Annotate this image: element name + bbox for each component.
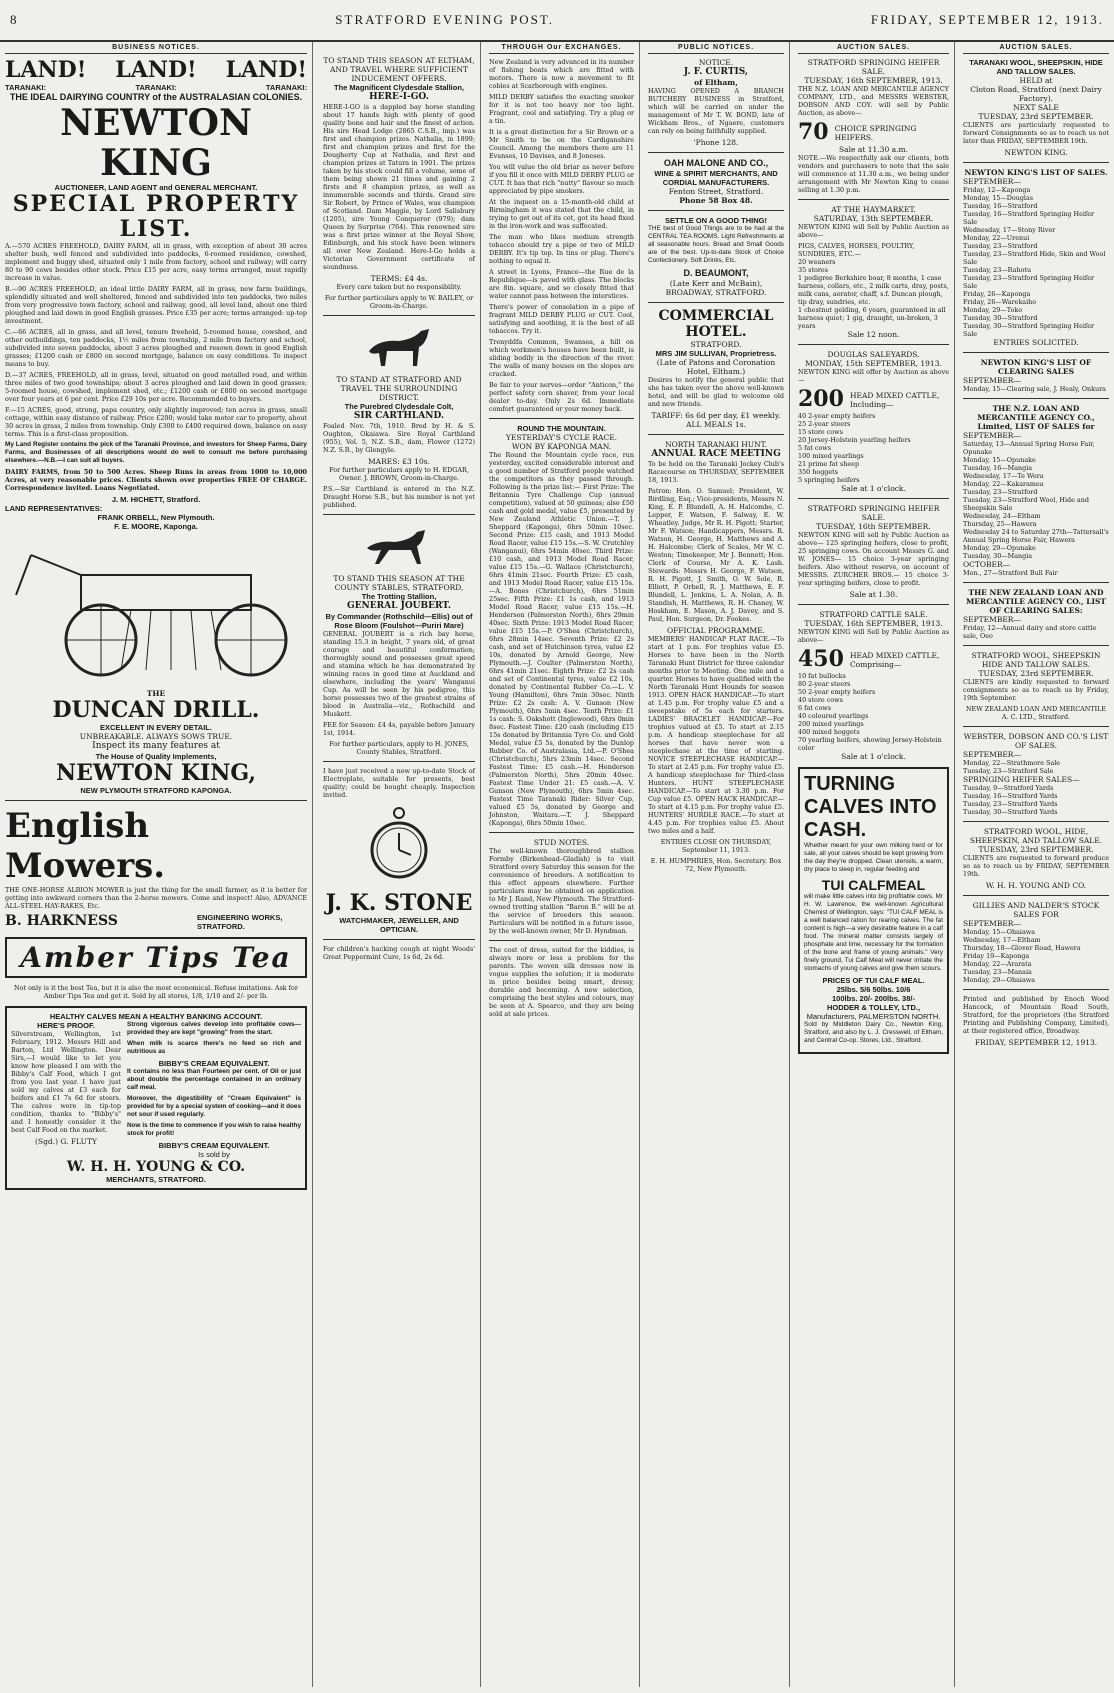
proof-heading: HERE'S PROOF. <box>37 1021 95 1030</box>
ad2-horse-name: SIR CARTHLAND. <box>353 411 445 421</box>
land-banner: LAND! LAND! LAND! <box>5 57 307 83</box>
taranaki-banner: TARANAKI: TARANAKI: TARANAKI: <box>5 83 307 92</box>
list-item: 350 hoggets <box>798 468 839 476</box>
paper-title: STRATFORD EVENING POST. <box>335 12 555 27</box>
list-item: Tuesday, 9—Stratford Yards <box>963 784 1054 792</box>
calves-heading: HEALTHY CALVES MEAN A HEALTHY BANKING ACCOUNT. <box>49 1012 263 1021</box>
list-item: PIGS, CALVES, HORSES, POULTRY, SUNDRIES, ETC.— <box>798 242 915 258</box>
list-item: 70 yearling heifers, showing Jersey-Holstein color <box>798 736 942 752</box>
haymarket-list <box>798 242 949 330</box>
stud-notes-heading: STUD NOTES. <box>533 838 590 847</box>
list-item: 100 mixed yearlings <box>798 452 864 460</box>
column-auction-sales-2: AUCTION SALES. TARANAKI WOOL, SHEEPSKIN, HIDE AND TALLOW SALES. HELD at Cloton Road, Stratford (next Dairy Factory). NEXT SALE TUESDAY, 23rd SEPTEMBER. CLIENTS are particularly requested to forward Consignments so as to reach us not later than FRIDAY, SEPTEMBER 19th. NEWTON KING. NEWTON KING'S LIST OF SALES. SEPTEMBER— Friday, 12—Kaponga Monday, 15—Douglas Tuesday, 16—Stratford Tuesday, 16—Stratford Springing Heifer Sale Wednesday, 17—Stony River Monday, 22—Urenui Tuesday, 23—Stratford Tuesday, 23—Stratford Hide, Skin and Wool Sale Tuesday, 23—Rahotu Tuesday, 23—Stratford Springing Heifer Sale Friday, 26—Kaponga Friday, 26—Warekaiho Monday, 29—Toko Tuesday, 30—Stratford Tuesday, 30—Stratford Springing Heifer Sale ENTRIES SOLICITED. NEWTON KING'S LIST OF CLEARING SALES SEPTEMBER— Monday, 15—Clearing sale, J. Healy, Onkura THE N.Z. LOAN AND MERCANTILE AGENCY CO., Limited, LIST OF SALES for SEPTEMBER— Saturday, 13—Annual Spring Horse Fair, Opunake Monday, 15—Opunake Tuesday, 16—Mangia Wednesday, 17—Te Wera Monday, 22—Kakaramea Tuesday, 23—Stratford Tuesday, 23—Stratford Wool, Hide and Sheepskin Sale Wednesday, 24—Eltham Thursday, 25—Hawera Wednesday 24 to Saturday 27th—Tattersall's Annual Spring Horse Fair, Hawera Monday, 29—Opunake Tuesday, 30—Mangia OCTOBER— Mon., 27—Stratford Bull Fair THE NEW ZEALAND LOAN AND MERCANTILE AGENCY CO., LIST OF CLEARING SALES: SEPTEMBER— Friday, 12—Annual dairy and store cattle sale, Oeo STRATFORD WOOL, SHEEPSKIN HIDE AND TALLOW SALES. TUESDAY, 23rd SEPTEMBER. CLIENTS are kindly requested to forward consignments so as to reach us by Friday, 19th September. NEW ZEALAND LOAN AND MERCANTILE A. C. LTD., Stratford. WEBSTER, DOBSON AND CO.'S LIST OF SALES. SEPTEMBER— Monday, 22—Strathmore Sale Tuesday, 23—Stratford Sale SPRINGING HEIFER SALES— Tuesday, 9—Stratford Yards Tuesday, 16—Stratford Yards Tuesday, 23—Stratford Yards Tuesday, 30—Stratford Yards STRATFORD WOOL, HIDE, SHEEPSKIN, AND TALLOW SALE. TUESDAY, 23rd SEPTEMBER. CLIENTS are requested to forward produce so as to reach us by FRIDAY, SEPTEMBER 19th. W. H. H. YOUNG AND CO. GILLIES AND NALDER'S STOCK SALES FOR SEPTEMBER— Monday, 15—Ohaiawa Wednesday, 17—Eltham Thursday, 18—Glover Road, Hawera Friday 19—Kaponga Monday, 22—Ararata Tuesday, 23—Manaia Monday, 29—Ohaiawa Printed and published by Enoch Wood Hancock, of Mountain Road South, Stratford, for the proprietors (the Stratford Printing and Publishing Company, Limited), at their registered office, Broadway. FRIDAY, SEPTEMBER 12, 1913. <box>963 44 1109 1047</box>
list-item: Monday, 22—Kakaramea <box>963 480 1044 488</box>
issue-date: FRIDAY, SEPTEMBER 12, 1913. <box>870 12 1104 27</box>
tui-calfmeal-advert: TURNING CALVES INTO CASH. Whether meant for your own milking herd or for sale, all your calves should be kept growing from the day they're dropped. Clean utensils, a warm, dry place to sleep in, regular feeding and TUI CALFMEAL will make little calves into big profitable cows. Mr H. W. Lawrence, the well-known Agricultural Chemist of Wellington, says: "TUI CALF MEAL is a well balanced ration for rearing calves. The fat content is high—a very desirable feature in a calf food. The mineral matter consists largely of phosphate and lime, necessary for the formation of the bone and frame of young animals." Very finely ground, Tui Calf Meal will never irritate the stomachs of young calves and give them scours. PRICES OF TUI CALF MEAL. 25lbs. 5/6 50lbs. 10/6 100lbs. 20/- 200lbs. 38/- HODDER & TOLLEY, LTD., Manufacturers, PALMERSTON NORTH. Sold by Middleton Dairy Co., Newton King, Stratford, and also by L. J. Cresswell, of Eltham, and Central Co-op. Stores, Ltd., Stratford. <box>798 767 949 1054</box>
ad1-heading: TO STAND THIS SEASON AT ELTHAM, AND TRAVEL WHERE SUFFICIENT INDUCEMENT OFFERS. <box>323 56 475 83</box>
imprint: Printed and published by Enoch Wood Hancock, of Mountain Road South, Stratford, for the proprietors (the Stratford Printing and Publishing Company, Limited), at their registered office, Broadway. <box>963 995 1109 1035</box>
list-item: Tuesday, 23—Manaia <box>963 968 1032 976</box>
douglas-list <box>798 412 949 484</box>
trotting-horse-icon <box>359 520 439 570</box>
property-b: B.—90 ACRES FREEHOLD, an ideal little DAIRY FARM, all in grass, new farm buildings, splendidly situated and well sheltered, fenced and subdivided into ten paddocks, two miles from very progressive town factory, school and railway, good, all level land, about one third ploughed and laid down in good English grasses. Price £35 per acre; terms arranged: up-top investment. <box>5 285 307 325</box>
ad2-heading: TO STAND AT STRATFORD AND TRAVEL THE SURROUNDING DISTRICT. <box>336 375 462 402</box>
turning-calves-heading: TURNING CALVES INTO CASH. <box>804 773 937 841</box>
section-heading: THROUGH Our EXCHANGES. <box>489 42 634 54</box>
drill-line-4: The House of Quality Implements, <box>95 752 217 761</box>
list-item: Saturday, 13—Annual Spring Horse Fair, Opunake <box>963 440 1095 456</box>
ad-subtitle: THE IDEAL DAIRYING COUNTRY of the AUSTRALASIAN COLONIES. <box>9 92 303 102</box>
list-item: Tuesday, 23—Stratford Yards <box>963 800 1058 808</box>
column-public-notices: PUBLIC NOTICES. NOTICE. J. F. CURTIS, of Eltham, HAVING OPENED A BRANCH BUTCHERY BUSINESS in Stratford, which will be carried on under the management of Mr T. W. BOND, late of Wickham Bros., of Ngaere, customers can rely on being faithfully supplied. 'Phone 128. OAH MALONE AND CO., WINE & SPIRIT MERCHANTS, AND CORDIAL MANUFACTURERS. Fenton Street, Stratford. Phone 58 Box 48. SETTLE ON A GOOD THING! THE best of Good Things are to be had at the CENTRAL TEA ROOMS. Light Refreshments at all seasonable hours. Bread and Small Goods are of the best. Up-to-date Stock of Choice Confectionery. Soft Drinks, Etc. D. BEAUMONT, (Late Kerr and McBain), BROADWAY, STRATFORD. COMMERCIAL HOTEL. STRATFORD. MRS JIM SULLIVAN, Proprietress. (Late of Patons and Coronation Hotel, Eltham.) Desires to notify the general public that she has taken over the above well-known hotel, and will be glad to welcome old and new friends. TARIFF: 6s 6d per day, £1 weekly. ALL MEALS 1s. NORTH TARANAKI HUNT. ANNUAL RACE MEETING To be held on the Taranaki Jockey Club's Racecourse on THURSDAY, SEPTEMBER 18, 1913. Patron: Hon. O. Samuel; President, W. Birdling, Esq.; Vice-presidents, Messrs N. King, E. P. Blundell, A. H. Halcombe, C. Lepper, F. Watson, F. Salway, E. W. Wheatley. Judge, Mr R. H. Pigott; Starter, Mr F. Watson; Handicappers, Messrs. R. Watson, H. George, H. Matthews and A. H. Halcombe; Clerk of Scales, Mr W. C. Weston; Timekeeper, Mr J. Bennett; Hon. Clerk of Course, Mr A. K. Lash. Stewards: Messrs H. George, F. Watson, R. H. Pigott, J. Smith, O. W. Sole, R. Elliott, P. Orbell, R. J. Matthews, E. F. Blundell, L. Jenkins, L. A. Nolan, A. B. Standish, H. Matthews, R. H. Chaney, W. Hoskham, E. Mason, A. J. Davey, and S. Paul, Hon. Surgeon, Dr. Fookes. OFFICIAL PROGRAMME. MEMBERS' HANDICAP FLAT RACE.—To start at 1 p.m. For trophies value £5. Horses to have been in the North Taranaki Hunt District for three calendar months prior to Meeting. One mile and a quarter. Horses to have qualified with the North Taranaki Hunt Hounds for season 1913. OPEN HACK HANDICAP.—To start at 1.45 p.m. For trophy value £5 and a sweepstake of 5s each for starters. LADIES' BRACELET HANDICAP.—For trophies valued at £5. To start at 2.15 p.m. A handicap steeplechase for all horses that have never won a steeplechase at the time of starting. NOVICE STEEPLECHASE HANDICAP.—To start at 2.45 p.m. For trophy value £5. A handicap steeplechase for Third-class Hunters. HUNT STEEPLECHASE HANDICAP.—To start at 3.30 p.m. For Cup value £5. OPEN HACK HANDICAP.—To start at 4.15 p.m. For trophy value £5. HUNTERS' HURDLE RACE.—To start at 4.45 p.m. For trophies value £5. About two miles and a half. ENTRIES CLOSE ON THURSDAY, September 11, 1913. E. H. HUMPHRIES, Hon. Secretary. Box 72, New Plymouth. <box>643 42 790 1687</box>
list-item: 40 coloured yearlings <box>798 712 869 720</box>
list-item: Friday 19—Kaponga <box>963 952 1030 960</box>
list-item: Thursday, 25—Hawera <box>963 520 1037 528</box>
list-item: 20 Jersey-Holstein yearling heifers <box>798 436 911 444</box>
list-item: Monday, 15—Douglas <box>963 194 1034 202</box>
stone-text: I have just received a new up-to-date Stock of Electroplate, suitable for presents, best quality; could be bought cheaply. Inspection invited. <box>323 767 475 799</box>
column-exchanges: THROUGH Our EXCHANGES. New Zealand is very advanced in its number of fishing boats which are fitted with motors. There is now a movement to fit cobles at Scarborough with engines. MILD DERBY satisfies the exacting smoker for it is not too heavy nor too light. Fragrant, cool and satisfying. Try a plug or a tin. It is a great distinction for a Sir Brown or a Mr Smith to be on the Cardiganshire Council. Among the members there are 11 Evanses, 10 Davises, and 8 Joneses. You will value the old briar as never before if you fill it once with MILD DERBY PLUG or CUT. It has that rich "nutty" flavour so much appreciated by pipe smokers. At the inquest on a 15-month-old child at Birmingham it was stated that the child, in trying to get out of its cot, got its head fixed in the iron-work and was suffocated. The man who likes medium strength tobacco should try a pipe or two of MILD DERBY. It's tip top. In tins or plug. There's nothing to equal it. A street in Lyons, France—the Rue de la Republique—is paved with glass. The blocks are 8in. square, and so closely fitted that water cannot pass between the interstices. There's power of consolation in a pipe of fragrant MILD DERBY PLUG or CUT. Cool, satisfying and soothing, it is the best of all tobaccos. Try it. Trenyddfa Common, Swansea, a hill on which workmen's houses have been built, is sliding bodily in the direction of the river. The walls of many houses on the slopes are cracked. Be fair to your nerves—order "Anticon," the perfect safety corn shaver, from your local dealer to-day. Only 2s 6d. Immediate comfort guaranteed or your money back. ROUND THE MOUNTAIN. YESTERDAY'S CYCLE RACE. WON BY KAPONGA MAN. The Round the Mountain cycle race, run yesterday, excited considerable interest and a good number of Stratford people watched the competitors as they passed through. Following is the prize list:— First Prize: The Britannia Tyre Challenge Cup (annual competition), valued at 50 guineas; also £50 cash and gold medal, value £5, presented by New Zealand Athletic Union.—T. J. Sheppard (Kaponga), 6hrs 50min 10sec. Second Prize: £15 cash, and 1913 Model Road Racer, value £15 15s.—S. W. Crutchley (Wanganui), 6hrs 54min 40sec. Third Prize: £10 cash, and 1913 Model Road Racer, value £15 15s.—G. Wallace (Christchurch), 6hrs 41min 21sec. Fourth Prize: £5 cash, and 1913 Model Road Racer, value £15 15s.—A. Bones (Christchurch), 6hrs 51min 25sec. Fifth Prize: £1 1s cash, and 1913 Model Road Racer, value £15 15s.—H. Henderson (Palmerston North), 6hrs 29min 40sec. Sixth Prize: 1913 Model Road Racer, value £15 15s.—P. O'Shea (Christchurch), 6hrs 28min 14sec. Seventh Prize: £2 2s cash, and set of Hutchinson tyres, value £2 10s, donated by Arnold George, New Plymouth.—J. Coulter (Palmerston North), 6hrs 41min 21sec. Eighth Prize: £2 2s cash and set of Continental tyres, value £2 10s, donated by Continental Rubber Co.—L. V. Young (Hamilton), 6hrs 7min 30sec. Ninth Prize: £2 2s cash: A. V. Gunson (New Plymouth), 6hrs 5min 4sec. Tenth Prize: £1 1s cash: S. Oakshott (Inglewood), 6hrs 0min 8sec. Fastest Time: £20 cash (including £15 15s donated by Britannia Tyre Co. and Gold Medal, value £5 5s, donated by the Dunlop Rubber Co. of Australasia, Ltd.—P. O'Shea (Christchurch), 5hrs 23min 14sec. Second Fastest Time: £5 cash.—H. Henderson (Palmerston North), 5hrs 20min 40sec. Fastest Time Under 21: £5 cash.—A. V. Gunson (New Plymouth), 6hrs 5min 4sec. Fastest Time Taranaki Rider: Silver Cup, valued £5 5s, donated by George and Johnston, Waitara.—T. J. Sheppard (Kaponga), 6hrs 50min 10sec. STUD NOTES. The well-known thoroughbred stallion Formby (Birkenhead–Gladish) is to visit Stratford every Saturday this season for the convenience of breeders. A notification to this effect appears elsewhere. Further particulars may be obtained on application to Mr J. Rand, New Plymouth. The Stratford-owned trotting stallion "Baron B." will be at the service of breeders this season. Particulars will be notified in a future issue, by the well-known owner, Mr D. Hyndman. The cost of dress, suited for the kiddies, is always more or less a problem for the parents. The woven silk dresses now in vogue supplies the solution; it is moderate in price besides being smart, dressy, durable and becoming. A new selection, comprising the best styles and colours, may be seen at A. Spearco, and they are being sold at sale prices. <box>484 42 640 1687</box>
list-item: Friday, 12—Annual dairy and store cattle sale, Oeo <box>963 624 1097 640</box>
list-item: Monday, 29—Opunake <box>963 544 1036 552</box>
proof-text: Silverstream, Wellington, 1st February, 1912. Messrs Hill and Barton, Ltd Wellington. Dear Sirs,—I would like to let you know how pleased I am with the Bibby's Calf Food, which I got from you last year. I have just sold my calves at £3 each for heifers and £1 7s 6d for steers. The calves were in tip-top condition, thanks to "Bibby's" and I honestly consider it the best Calf Food on the market. <box>11 1030 121 1134</box>
firm-name: NEWTON KING <box>60 102 252 184</box>
list-item: Wednesday, 17—Te Wera <box>963 472 1044 480</box>
list-item: Friday, 26—Kaponga <box>963 290 1031 298</box>
list-item: Thursday, 18—Glover Road, Hawera <box>963 944 1081 952</box>
list-item: 6 fat cows <box>798 704 832 712</box>
drill-towns: NEW PLYMOUTH STRATFORD KAPONGA. <box>80 786 232 795</box>
round-mountain-body: The Round the Mountain cycle race, run yesterday, excited considerable interest and a good number of Stratford people watched the competitors as they passed through. Following is the prize list:— First Prize: The Britannia Tyre Challenge Cup (annual competition), valued at 50 guineas; also £50 cash and gold medal, value £5, presented by New Zealand Athletic Union.—T. J. Sheppard (Kaponga), 6hrs 50min 10sec. Second Prize: £15 cash, and 1913 Model Road Racer, value £15 15s.—S. W. Crutchley (Wanganui), 6hrs 54min 40sec. Third Prize: £10 cash, and 1913 Model Road Racer, value £15 15s.—G. Wallace (Christchurch), 6hrs 41min 21sec. Fourth Prize: £5 cash, and 1913 Model Road Racer, value £15 15s.—A. Bones (Christchurch), 6hrs 51min 25sec. Fifth Prize: £1 1s cash, and 1913 Model Road Racer, value £15 15s.—H. Henderson (Palmerston North), 6hrs 29min 40sec. Sixth Prize: 1913 Model Road Racer, value £15 15s.—P. O'Shea (Christchurch), 6hrs 28min 14sec. Seventh Prize: £2 2s cash, and set of Hutchinson tyres, value £2 10s, donated by Arnold George, New Plymouth.—J. Coulter (Palmerston North), 6hrs 41min 21sec. Eighth Prize: £2 2s cash and set of Continental tyres, value £2 10s, donated by Continental Rubber Co.—L. V. Young (Hamilton), 6hrs 7min 30sec. Ninth Prize: £2 2s cash: A. V. Gunson (New Plymouth), 6hrs 5min 4sec. Tenth Prize: £1 1s cash: S. Oakshott (Inglewood), 6hrs 0min 8sec. Fastest Time: £20 cash (including £15 15s donated by Britannia Tyre Co. and Gold Medal, value £5 5s, donated by the Dunlop Rubber Co. of Australasia, Ltd.—P. O'Shea (Christchurch), 5hrs 23min 14sec. Second Fastest Time: £5 cash.—H. Henderson (Palmerston North), 5hrs 20min 40sec. Fastest Time Under 21: £5 cash.—A. V. Gunson (New Plymouth), 6hrs 5min 4sec. Fastest Time Taranaki Rider: Silver Cup, valued £5 5s, donated by George and Johnston, Waitara.—T. J. Sheppard (Kaponga), 6hrs 50min 10sec. <box>489 451 634 827</box>
column-business-notices <box>0 42 313 1687</box>
beaumont-name: D. BEAUMONT, <box>683 268 749 278</box>
mowers-text: THE ONE-HORSE ALBION MOWER is just the thing for the small farmer, as it is better for getting into awkward corners than the 2-horse mowers. Come and inspect! Also, ADVANCE ALL-STEEL HAY-RAKES, Etc. <box>5 886 307 910</box>
rep-kaponga: F. E. MOORE, Kaponga. <box>114 522 198 531</box>
property-f: F.—15 ACRES, good, strong, papa country, only slightly improved; ten acres in grass, small cottage, within easy distance of railway. Price £200; would take motor car to property, about 30 acres in grass, 2 miles from township. Only £300 to £400 required down, balance on easy terms. This is a first-class proposition. <box>5 406 307 438</box>
nzl-sales-list <box>963 440 1109 560</box>
section-heading: AUCTION SALES. <box>798 42 949 54</box>
bibbys-advert: HEALTHY CALVES MEAN A HEALTHY BANKING ACCOUNT. HERE'S PROOF. Silverstream, Wellington, 1st February, 1912. Messrs Hill and Barton, Ltd Wellington. Dear Sirs,—I would like to let you know how pleased I am with the Bibby's Calf Food, which I got from you last year. I have just sold my calves at £3 each for heifers and £1 7s 6d for steers. The calves were in tip-top condition, thanks to "Bibby's" and I honestly consider it the best Calf Food on the market. (Sgd.) G. FLUTY Strong vigorous calves develop into profitable cows—provided they are kept "growing" from the start. When milk is scarce there's no feed so rich and nutritious as BIBBY'S CREAM EQUIVALENT. It contains no less than Fourteen per cent. of Oil or just about double the percentage contained in an ordinary calf meal. Moreover, the digestibility of "Cream Equivalent" is provided for by a special system of cooking—and it does not sour if used regularly. Now is the time to commence if you wish to raise healthy stock for profit! BIBBY'S CREAM EQUIVALENT. Is sold by W. H. H. YOUNG & CO. MERCHANTS, STRATFORD. <box>5 1006 307 1190</box>
special-list-title: SPECIAL PROPERTY LIST. <box>12 191 300 242</box>
section-heading: BUSINESS NOTICES. <box>5 42 307 54</box>
list-item: 25 2-year steers <box>798 420 851 428</box>
drill-line-2: UNBREAKABLE. ALWAYS SOWS TRUE. <box>79 732 233 741</box>
list-item: Tuesday, 30—Stratford <box>963 314 1038 322</box>
young-sub: MERCHANTS, STRATFORD. <box>106 1175 206 1184</box>
list-item: Wednesday, 24—Eltham <box>963 512 1041 520</box>
list-item: Friday, 12—Kaponga <box>963 186 1031 194</box>
pocket-watch-icon <box>369 805 429 885</box>
list-item: Monday, 29—Ohaiawa <box>963 976 1036 984</box>
amber-tips-tea-logo: Amber Tips Tea <box>5 937 307 978</box>
column-auction-sales: AUCTION SALES. STRATFORD SPRINGING HEIFER SALE. TUESDAY, 16th SEPTEMBER, 1913. THE N.Z. LOAN AND MERCANTILE AGENCY COMPANY, LTD., and MESSRS WEBSTER, DOBSON AND COY. will sell by Public Auction, as above— 70 CHOICE SPRINGING HEIFERS. Sale at 11.30 a.m. NOTE.—We respectfully ask our clients, both vendors and purchasers to note that the sale will commence at 11.30 a.m., we being under arrangement with Mr Newton King to cease selling at 1.30 p.m. AT THE HAYMARKET. SATURDAY, 13th SEPTEMBER. NEWTON KING will Sell by Public Auction as above— PIGS, CALVES, HORSES, POULTRY, SUNDRIES, ETC.— 20 weaners 35 stores 1 pedigree Berkshire boar, 8 months, 1 case harness, collars, etc., 2 milk carts, dray, posts, milk cans, aerator, chaff, s.f. Duncan plough, tip dray, sundries, etc. 1 chestnut gelding, 6 years, guaranteed in all harness quiet; 1 gig, draught, un-broken, 3 years Sale 12 noon. DOUGLAS SALEYARDS. MONDAY, 15th SEPTEMBER, 1913. NEWTON KING will offer by Auction as above— 200 HEAD MIXED CATTLE, Including— 40 2-year empty heifers 25 2-year steers 15 store cows 20 Jersey-Holstein yearling heifers 5 fat cows 100 mixed yearlings 21 prime fat sheep 350 hoggets 5 springing heifers Sale at 1 o'clock. STRATFORD SPRINGING HEIFER SALE. TUESDAY, 16th SEPTEMBER. NEWTON KING will sell by Public Auction as above— 125 springing heifers, close to profit, 25 springing cows. On account Messrs G. and W. JONES— 15 choice 3-year springing heifers. Also without reserve, on account of MESSRS. ZURCHER BROS.— 15 choice 3-year springing heifers, close to profit. Sale at 1.30. STRATFORD CATTLE SALE. TUESDAY, 16th SEPTEMBER, 1913. NEWTON KING will Sell by Public Auction as above— 450 HEAD MIXED CATTLE, Comprising— 10 fat bullocks 80 2-year steers 50 2-year empty heifers 40 store cows 6 fat cows 40 coloured yearlings 200 mixed yearlings 400 mixed hoggets 70 yearling heifers, showing Jersey-Holstein color Sale at 1 o'clock. TURNING CALVES INTO CASH. Whether meant for your own milking herd or for sale, all your calves should be kept growing from the day they're dropped. Clean utensils, a warm, dry place to sleep in, regular feeding and TUI CALFMEAL will make little calves into big profitable cows. Mr H. W. Lawrence, the well-known Agricultural Chemist of Wellington, says: "TUI CALF MEAL is a well balanced ration for rearing calves. The fat content is high—a very desirable feature in a calf food. The mineral matter consists largely of phosphate and lime, necessary for the formation of the bone and frame of young animals." Very finely ground, Tui Calf Meal will never irritate the stomachs of young calves and give them scours. PRICES OF TUI CALF MEAL. 25lbs. 5/6 50lbs. 10/6 100lbs. 20/- 200lbs. 38/- HODDER & TOLLEY, LTD., Manufacturers, PALMERSTON NORTH. Sold by Middleton Dairy Co., Newton King, Stratford, and also by L. J. Cresswell, of Eltham, and Central Co-op. Stores, Ltd., Stratford. <box>793 42 955 1687</box>
list-item: Wednesday, 17—Eltham <box>963 936 1041 944</box>
harkness-sub: ENGINEERING WORKS, STRATFORD. <box>197 913 283 931</box>
drill-line-1: EXCELLENT IN EVERY DETAIL. <box>100 723 212 732</box>
list-item: Monday, 15—Clearing sale, J. Healy, Onkura <box>963 385 1106 393</box>
agent-name: J. M. HICHETT, Stratford. <box>111 495 201 504</box>
column-stallions: TO STAND THIS SEASON AT ELTHAM, AND TRAVEL WHERE SUFFICIENT INDUCEMENT OFFERS. The Magnificent Clydesdale Stallion, HERE-I-GO. HERE-I-GO is a dappled bay horse standing about 17 hands high with plenty of good quality bone and hair and the finest of action. His sire Head Lodge (2865 C.S.B., imp.) was first and champion prizes. Nathalia, in 1899; first and champion prizes and first for the Dougherty Cup at Nathalia, and first and champion prizes at Tatura in 1901. The prizes taken by his stock could fill a volume, some of them being shown 21 times and gaining 2 firsts and 8 champion prizes, as well as innumerable seconds and thirds. Grand sire Sir Robert, by Prince of Wales, was champion of Scotland. Dam Maggie, by Lord Salisbury (1205), sire Young Conqueror (979); dam Queen by Surprise (764). This renowned sire was a first prize winner at the Royal Show, Edinburgh, and his stock have been winners all over New Zealand. Here-I-Go holds a Victorian Government certificate of soundness. TERMS: £4 4s. Every care taken but no responsibility. For further particulars apply to W. BAILEY, or Groom-in-Charge. TO STAND AT STRATFORD AND TRAVEL THE SURROUNDING DISTRICT. The Purebred Clydesdale Colt, SIR CARTHLAND. Foaled Nov. 7th, 1910. Bred by H. & S. Oughton, Okaiawa. Sire Royal Carthland (955), Vol. 5, N.Z. S.B., dam, Flower (1272) N.Z. S.B., by Glengyle. MARES: £3 10s. For further particulars apply to H. EDGAR, Owner. J. BROWN, Groom-in-Charge. P.S.—Sir Carthland is entered in the N.Z. Draught Horse S.B., but his number is not yet published. TO STAND THIS SEASON AT THE COUNTY STABLES, STRATFORD, The Trotting Stallion, GENERAL JOUBERT. By Commander (Rothschild—Ellis) out of Rose Bloom (Foulshot—Puriri Mare) GENERAL JOUBERT is a rich bay horse, standing 15.3 in height, 7 years old, of great courage and beautiful conformation; thoroughly sound and possesses great speed and stamina which he has demonstrated by winning races in good time at Auckland and elsewhere, including the years' Wanganui Cup. As will be seen by his pedigree, this horse possesses two of the greatest strains of blood in Australia—viz., Rothschild and Muskett. FEE for Season: £4 4s, payable before January 1st, 1914. For further particulars, apply to H. JONES, County Stables, Stratford. I have just received a new up-to-date Stock of Electroplate, suitable for presents, best quality; could be bought cheaply. Inspection invited. J. K. STONE WATCHMAKER, JEWELLER, AND OPTICIAN. For children's hacking cough at night Woods' Great Peppermint Cure, 1s 6d, 2s 6d. <box>318 42 481 1687</box>
property-c: C.—66 ACRES, all in grass, and all level, tenure freehold, 5-roomed house, cowshed, and other outbuildings, ten paddocks, 1½ miles from township, 2 mile from factory and school, subdivided into seven paddocks, about 3 acres ploughed and resown down in good English grasses; £1200 cash or £800 on second mortgage, balance on easy conditions. To inspect means to buy. <box>5 328 307 368</box>
young-firm: W. H. H. YOUNG & CO. <box>66 1159 246 1175</box>
list-item: 1 chestnut gelding, 6 years, guaranteed in all harness quiet; 1 gig, draught, un-broken, 3 years <box>798 306 946 330</box>
list-item: Tuesday, 23—Rahotu <box>963 266 1032 274</box>
firm-role: AUCTIONEER, LAND AGENT and GENERAL MERCHANT. <box>54 183 258 192</box>
list-item: 40 2-year empty heifers <box>798 412 876 420</box>
programme-heading: OFFICIAL PROGRAMME. <box>666 626 766 635</box>
settle-heading: SETTLE ON A GOOD THING! <box>665 216 767 225</box>
list-item: Tuesday, 16—Stratford <box>963 202 1038 210</box>
list-item: 21 prime fat sheep <box>798 460 860 468</box>
list-item: Monday, 15—Opunake <box>963 456 1036 464</box>
list-item: Tuesday, 23—Stratford <box>963 242 1038 250</box>
list-item: Tuesday, 23—Stratford <box>963 488 1038 496</box>
drill-title: DUNCAN DRILL. <box>52 697 260 723</box>
list-item: Tuesday, 23—Stratford Springing Heifer Sale <box>963 274 1095 290</box>
list-item: 10 fat bullocks <box>798 672 846 680</box>
list-item: 35 stores <box>798 266 828 274</box>
ad3-horse-name: GENERAL JOUBERT. <box>347 601 451 611</box>
seed-drill-illustration <box>11 535 301 685</box>
tea-sub: Not only is it the best Tea, but it is also the most economical. Refuse imitations. Ask for Amber Tips Tea and get it. Sold by all stores, 1/8, 1/10 and 2/- per lb. <box>14 984 298 1000</box>
list-item: Tuesday, 30—Stratford Yards <box>963 808 1058 816</box>
sold-by: Is sold by <box>198 1150 230 1159</box>
list-item: 400 mixed hoggets <box>798 728 860 736</box>
hotel-name: COMMERCIAL HOTEL. <box>658 308 774 340</box>
list-item: 200 mixed yearlings <box>798 720 864 728</box>
property-d: D.—37 ACRES, FREEHOLD, all in grass, level, situated on good metalled road, and within three miles of two good townships; about 3 acres ploughed and laid down in good grasses; 5-roomed house, cowshed, implement shed, etc.; £1200 cash or £800 on second mortgage over four years at 6 per cent. Price £29 10s per acre. Recommended to buyers. <box>5 371 307 403</box>
property-a: A.—570 ACRES FREEHOLD, DAIRY FARM, all in grass, with exception of about 30 acres shelter bush, well fenced and subdivided into paddocks, 6-roomed residence, cowshed, implement and buggy shed, situated only 1 mile from factory, school and railway; will carry 80 to 90 cows besides other stock. Price £15 per acre, easy terms arranged, must rapidly increase in value. <box>5 242 307 282</box>
list-item: 80 2-year steers <box>798 680 851 688</box>
list-item: Monday, 15—Ohaiawa <box>963 928 1036 936</box>
cattle-list <box>798 672 949 752</box>
ad3-heading: TO STAND THIS SEASON AT THE COUNTY STABLES, STRATFORD, <box>333 574 465 592</box>
list-item: Monday, 22—Ararata <box>963 960 1032 968</box>
nk-sales-list <box>963 186 1109 338</box>
stone-name: J. K. STONE <box>325 890 473 916</box>
list-item: Mon., 27—Stratford Bull Fair <box>963 569 1058 577</box>
list-item: 1 pedigree Berkshire boar, 8 months, 1 case harness, collars, etc., 2 milk carts, dray, posts, milk cans, aerator, chaff, s.f. Duncan plough, tip dray, sundries, etc. <box>798 274 949 306</box>
drill-the: THE <box>146 689 166 698</box>
ad1-horse-name: HERE-I-GO. <box>369 92 429 102</box>
stone-sub: WATCHMAKER, JEWELLER, AND OPTICIAN. <box>339 916 459 934</box>
section-heading: AUCTION SALES. <box>963 42 1109 54</box>
curtis-name: J. F. CURTIS, <box>683 67 749 77</box>
list-item: Tuesday, 30—Mangia <box>963 552 1033 560</box>
list-item: Tuesday, 16—Stratford Yards <box>963 792 1058 800</box>
rep-new-plymouth: FRANK ORBELL, New Plymouth. <box>97 513 215 522</box>
dairy-farms: DAIRY FARMS, from 50 to 500 Acres. Sheep Runs in areas from 1000 to 10,000 Acres, at very reasonable prices. Clients shown over properties FREE OF CHARGE. Correspondence invited. Loans Negotiated. <box>5 468 307 492</box>
proof-signature: (Sgd.) G. FLUTY <box>35 1137 97 1146</box>
list-item: 50 2-year empty heifers <box>798 688 876 696</box>
list-item: Tuesday, 23—Stratford Sale <box>963 767 1054 775</box>
harkness-line <box>5 913 307 931</box>
page-number: 8 <box>10 12 19 27</box>
list-item: 5 fat cows <box>798 444 832 452</box>
harkness: B. HARKNESS <box>5 913 118 929</box>
hunt-heading: NORTH TARANAKI HUNT. <box>665 440 767 449</box>
list-item: 15 store cows <box>798 428 843 436</box>
list-item: 5 springing heifers <box>798 476 860 484</box>
list-item: Wednesday 24 to Saturday 27th—Tattersall's Annual Spring Horse Fair, Hawera <box>963 528 1109 544</box>
drill-line-3: Inspect its many features at <box>92 741 220 751</box>
list-item: 20 weaners <box>798 258 836 266</box>
list-item: Tuesday, 30—Stratford Springing Heifer Sale <box>963 322 1095 338</box>
malone-name: OAH MALONE AND CO., <box>663 158 769 168</box>
drill-firm: NEWTON KING, <box>55 760 257 786</box>
representatives-label: LAND REPRESENTATIVES: <box>5 504 103 513</box>
section-heading: PUBLIC NOTICES. <box>648 42 784 54</box>
round-mountain-heading: ROUND THE MOUNTAIN. <box>517 424 606 433</box>
list-item: Monday, 22—Strathmore Sale <box>963 759 1061 767</box>
mowers-title: English Mowers. <box>5 806 166 886</box>
imprint-date: FRIDAY, SEPTEMBER 12, 1913. <box>974 1038 1098 1047</box>
list-item: Tuesday, 23—Stratford Wool, Hide and Sheepskin Sale <box>963 496 1089 512</box>
bibbys-name: BIBBY'S CREAM EQUIVALENT. <box>158 1059 270 1068</box>
horse-icon <box>359 321 439 371</box>
tui-calfmeal-name: TUI CALFMEAL <box>821 877 926 893</box>
list-item: Wednesday, 17—Stony River <box>963 226 1056 234</box>
list-item: Tuesday, 16—Mangia <box>963 464 1033 472</box>
land-register-note: My Land Register contains the pick of the Taranaki Province, and investors for Sheep Farms, Dairy Farms, and Businesses of all descriptions would do well to consult me before purchasing elsewhere.—N.B.—I can suit all buyers. <box>5 441 307 464</box>
masthead <box>0 0 1114 42</box>
list-item: 40 store cows <box>798 696 843 704</box>
list-item: Monday, 29—Toko <box>963 306 1023 314</box>
list-item: Tuesday, 16—Stratford Springing Heifer Sale <box>963 210 1095 226</box>
list-item: Tuesday, 23—Stratford Hide, Skin and Wool Sale <box>963 250 1106 266</box>
list-item: Monday, 22—Urenui <box>963 234 1030 242</box>
list-item: Friday, 26—Warekaiho <box>963 298 1037 306</box>
